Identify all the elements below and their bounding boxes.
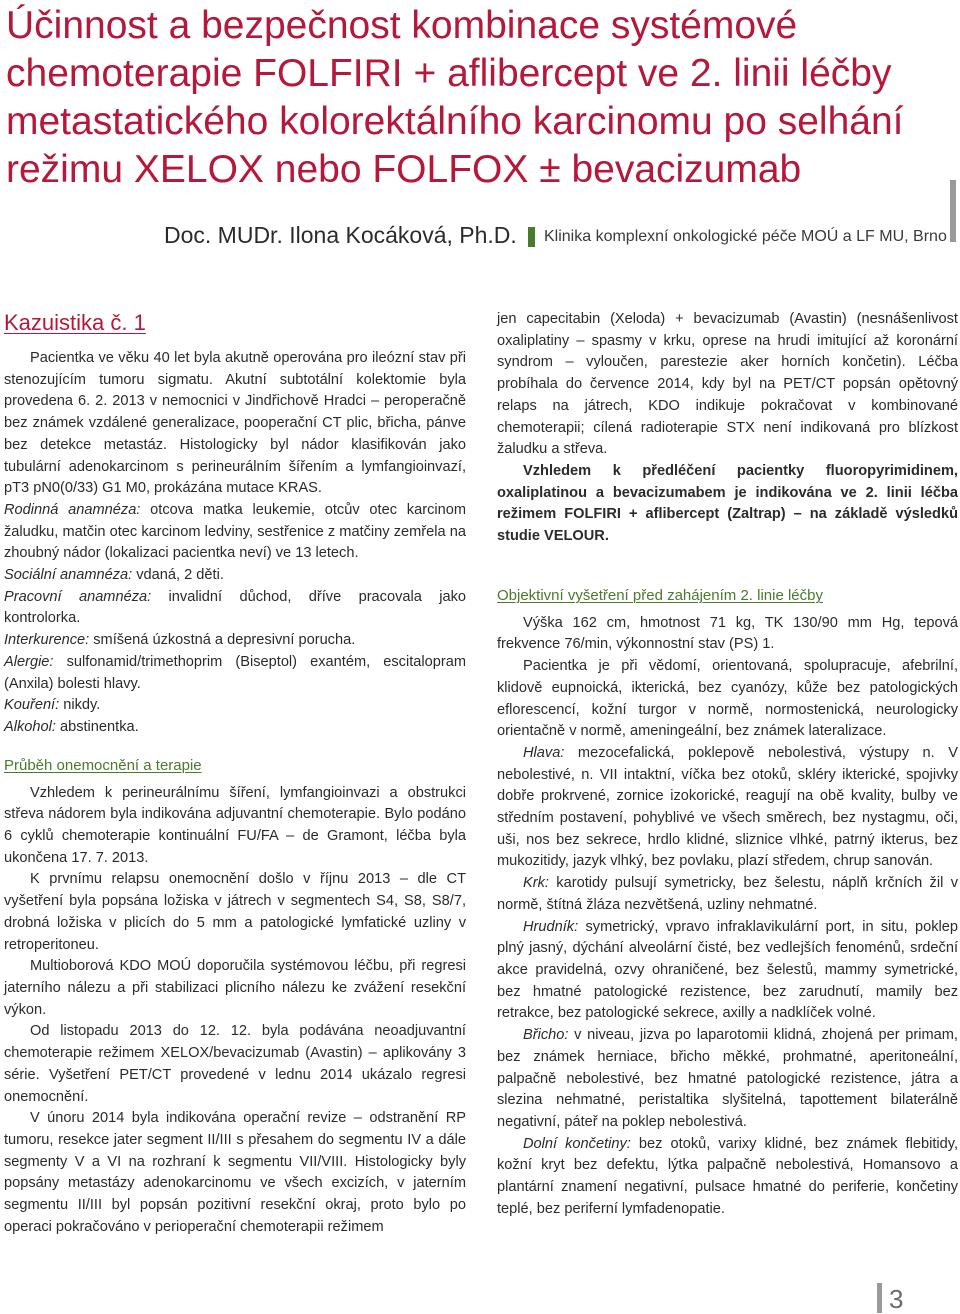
continuation-paragraph: jen capecitabin (Xeloda) + bevacizumab (Avastin) (nesnášenlivost oxaliplatiny – spasmy v krku, oprese na hrudi imitující až koronární syndrom – vyloučen, parestezie aker horních končetin). Léčba probíhala do července 2014, kdy byl na PET/CT popsán opětovný relaps na játrech, KDO indikuje pokračovat v kombinované chemoterapii; cílená radioterapie STX není indikovaná pro blízkost žaludku a střeva. — [497, 311, 958, 458]
exam-label: Krk: — [523, 875, 549, 892]
case-heading: Kazuistika č. 1 — [4, 310, 146, 335]
anamnesis-label: Alergie: — [4, 653, 54, 670]
title-line: Účinnost a bezpečnost kombinace systémové — [6, 4, 798, 47]
anamnesis-alcohol — [4, 717, 466, 739]
author-name: Doc. MUDr. Ilona Kocáková, Ph.D. — [164, 222, 517, 248]
course-heading: Průběh onemocnění a terapie — [4, 756, 202, 774]
anamnesis-text: invalidní důchod, dříve pracovala jako kontrolorka. — [4, 588, 466, 627]
indication-highlight: Vzhledem k předléčení pacientky fluoropyrimidinem, oxaliplatinou a bevacizumabem je indikována ve 2. linii léčba režimem FOLFIRI + aflibercept (Zaltrap) – na základě výsledků studie VELOUR. — [497, 462, 958, 545]
anamnesis-allergy — [4, 652, 466, 695]
exam-neck — [497, 873, 958, 916]
anamnesis-label: Alkohol: — [4, 718, 56, 735]
anamnesis-social — [4, 565, 466, 587]
exam-heading: Objektivní vyšetření před zahájením 2. linie léčby — [497, 586, 823, 604]
header-accent-bar — [950, 180, 956, 242]
anamnesis-family — [4, 500, 466, 565]
exam-chest — [497, 917, 958, 1026]
anamnesis-label: Pracovní anamnéza: — [4, 588, 152, 605]
anamnesis-text: abstinentka. — [55, 718, 139, 735]
anamnesis-label: Rodinná anamnéza: — [4, 501, 141, 518]
institution-marker — [528, 227, 535, 247]
course-paragraph: Vzhledem k perineurálnímu šíření, lymfangioinvazi a obstrukci střeva nádorem byla indikována adjuvantní chemoterapie. Bylo podáno 6 cyklů chemoterapie kontinuální FU/FA – de Gramont, léčba byla ukončena 17. 7. 2013. — [4, 784, 466, 866]
exam-label: Hlava: — [523, 744, 565, 761]
case-intro-paragraph: Pacientka ve věku 40 let byla akutně operována pro ileózní stav při stenozujícím tumoru sigmatu. Akutní subtotální kolektomie byla provedena 6. 2. 2013 v nemocnici v Jindřichově Hradci – peroperačně bez známek vzdálené generalizace, pooperační CT plic, břicha, pánve bez detekce metastáz. Histologicky byl nádor klasifikován jako tubulární adenokarcinom s perineurálním šířením a lymfangioinvazí, pT3 pN0(0/33) G1 M0, prokázána mutace KRAS. — [4, 350, 466, 497]
title-line: režimu XELOX nebo FOLFOX ± bevacizumab — [6, 148, 802, 191]
course-paragraph: Multioborová KDO MOÚ doporučila systémovou léčbu, při regresi jaterního nálezu a při stabilizaci plicního nálezu ke zvážení resekční výkon. — [4, 958, 466, 1018]
institution-name: Klinika komplexní onkologické péče MOÚ a LF MU, Brno — [544, 228, 947, 245]
exam-text: symetrický, vpravo infraklavikulární port, in situ, poklep plný jasný, dýchání alveolární čisté, bez vedlejších fenoménů, srdeční akce pravidelná, ozvy ohraničené, bez šelestů, mammy symetrické, bez hmatné patologické rezistence, bez zarudnutí, mamily bez retrakce, bez patologické sekrece, axilly a nadklíček volné. — [497, 918, 958, 1022]
anamnesis-text: nikdy. — [59, 697, 101, 714]
exam-vitals: Výška 162 cm, hmotnost 71 kg, TK 130/90 mm Hg, tepová frekvence 76/min, výkonnostní stav (PS) 1. — [497, 614, 958, 653]
exam-label: Hrudník: — [523, 918, 579, 935]
anamnesis-smoking — [4, 695, 466, 717]
exam-label: Dolní končetiny: — [523, 1135, 631, 1152]
page-number: 3 — [889, 1284, 904, 1314]
exam-text: mezocefalická, poklepově nebolestivá, výstupy n. V nebolestivé, n. VII intaktní, víčka bez otoků, skléry ikterické, spojivky dobře prokrvené, zornice izokorické, reagují na obě kvality, bulby ve středním postavení, pohyblivé ve všech směrech, bez nystagmu, oči, uši, nos bez sekrece, hrdlo klidné, sliznice vlhké, patrný ikterus, bez mukozitidy, jazyk vlhký, bez povlaku, plazí středem, chrup sanován. — [497, 744, 958, 870]
left-column — [4, 310, 466, 1238]
exam-lower-limbs — [497, 1134, 958, 1221]
anamnesis-text: sulfonamid/trimethoprim (Biseptol) exantém, escitalopram (Anxila) bolesti hlavy. — [4, 653, 466, 692]
exam-text: v niveau, jizva po laparotomii klidná, zhojená per primam, bez známek herniace, břicho měkké, prohmatné, aperitoneální, palpačně nebolestivé, bez hmatné patologické rezistence, játra a slezina nehmatné, peristaltika slyšitelná, tapottement bilaterálně negativní, páteř na poklep nebolestivá. — [497, 1027, 958, 1130]
exam-general: Pacientka je při vědomí, orientovaná, spolupracuje, afebrilní, klidově eupnoická, ikterická, bez cyanózy, kůže bez patologických eflorescencí, kožní turgor v normě, normostenická, neurologicky orientačně v normě, ameningeální, bez známek lateralizace. — [497, 658, 958, 740]
exam-text: bez otoků, varixy klidné, bez známek flebitidy, kožní kryt bez defektu, lýtka palpačně nebolestivá, Homansovo a plantární znamení negativní, pulsace hmatné do periferie, končetiny teplé, bez periferní lymfadenopatie. — [497, 1135, 958, 1217]
page-number-marker — [877, 1283, 882, 1313]
exam-label: Břicho: — [523, 1027, 569, 1044]
anamnesis-label: Sociální anamnéza: — [4, 567, 133, 584]
anamnesis-text: smíšená úzkostná a depresivní porucha. — [89, 632, 356, 649]
course-paragraph: Od listopadu 2013 do 12. 12. byla podávána neoadjuvantní chemoterapie režimem XELOX/bevacizumab (Avastin) – aplikovány 3 série. Vyšetření PET/CT provedené v lednu 2014 ukázalo regresi onemocnění. — [4, 1023, 466, 1105]
article-title — [6, 2, 926, 194]
anamnesis-intercurrent — [4, 630, 466, 652]
exam-text: karotidy pulsují symetricky, bez šelestu, náplň krčních žil v normě, štítná žláza nezvětšená, uzliny nehmatné. — [497, 875, 958, 913]
anamnesis-label: Interkurence: — [4, 632, 90, 649]
exam-abdomen — [497, 1025, 958, 1134]
anamnesis-work — [4, 587, 466, 630]
right-column — [497, 309, 958, 1220]
course-paragraph: V únoru 2014 byla indikována operační revize – odstranění RP tumoru, resekce jater segment II/III s přesahem do segmentu IV a dále segmenty V a VI na rozhraní k segmentu VII/VIII. Histologicky byly popsány metastázy adenokarcinomu ve všech excizích, v jaterním segmentu II/III byl popsán pozitivní resekční okraj, proto bylo po operaci pokračováno v perioperační chemoterapii režimem — [4, 1110, 466, 1235]
anamnesis-label: Kouření: — [4, 697, 60, 714]
anamnesis-text: vdaná, 2 děti. — [132, 567, 224, 584]
title-line: metastatického kolorektálního karcinomu po selhání — [6, 100, 904, 143]
anamnesis-text: otcova matka leukemie, otcův otec karcinom žaludku, matčin otec karcinom ledviny, sestřenice z matčiny zemřela na zhoubný nádor (lokalizaci pacientka neví) ve 13 letech. — [4, 501, 466, 562]
course-paragraph: K prvnímu relapsu onemocnění došlo v říjnu 2013 – dle CT vyšetření byla popsána ložiska v játrech v segmentech S4, S8, S8/7, drobná ložiska v plicích do 5 mm a patologické lymfatické uzliny v retroperitoneu. — [4, 871, 466, 953]
title-line: chemoterapie FOLFIRI + aflibercept ve 2. linii léčby — [6, 52, 892, 95]
exam-head — [497, 743, 958, 873]
